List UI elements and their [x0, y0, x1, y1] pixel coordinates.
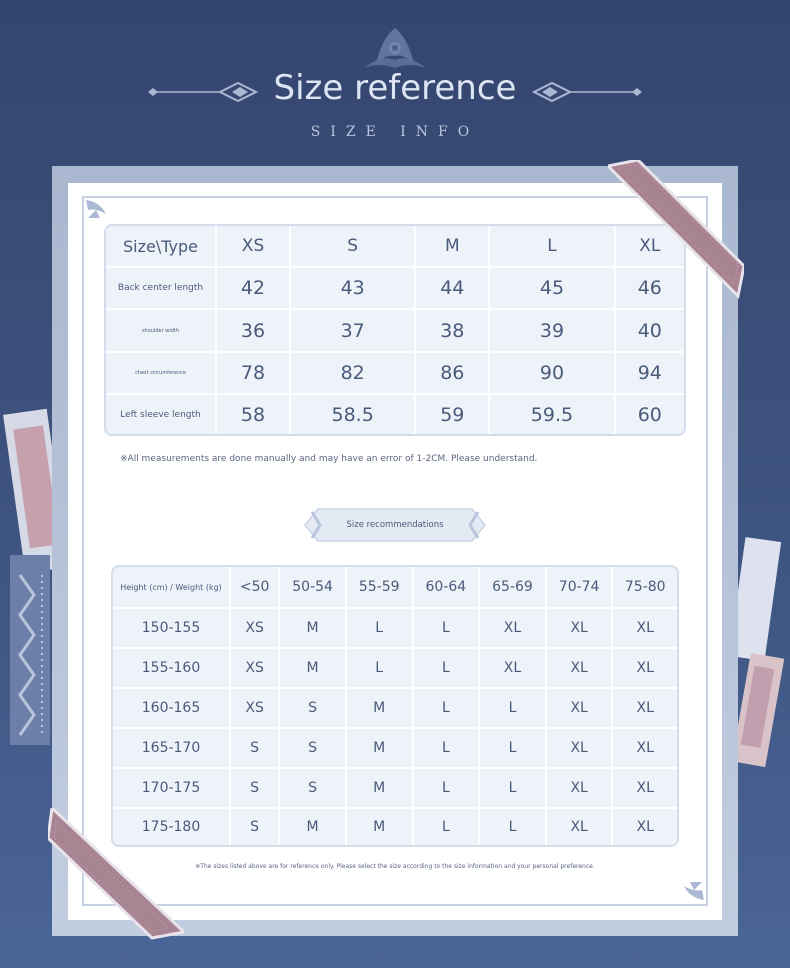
table-cell: XL: [613, 729, 677, 769]
height-label: 155-160: [113, 649, 231, 689]
table-cell: XL: [480, 649, 547, 689]
table-cell: 37: [291, 310, 416, 352]
table-cell: 45: [490, 268, 615, 310]
table-row: [113, 689, 677, 729]
row-label: chest circumference: [106, 353, 217, 395]
table-cell: L: [414, 729, 481, 769]
size-header-xs: XS: [217, 226, 291, 268]
table-cell: XL: [547, 609, 614, 649]
table-cell: 86: [416, 353, 490, 395]
weight-header: <50: [231, 567, 280, 609]
table-row: [113, 809, 677, 845]
weight-header: 65-69: [480, 567, 547, 609]
table-row: [106, 310, 684, 352]
table-cell: M: [280, 809, 347, 845]
table-cell: 43: [291, 268, 416, 310]
table-cell: L: [414, 809, 481, 845]
table-cell: XL: [547, 769, 614, 809]
weight-header: 70-74: [547, 567, 614, 609]
size-header-m: M: [416, 226, 490, 268]
table-cell: XS: [231, 609, 280, 649]
ribbon-decoration: [48, 808, 184, 940]
table-cell: XL: [613, 769, 677, 809]
size-table-header-row: [106, 226, 684, 268]
size-header-xl: XL: [616, 226, 684, 268]
table-cell: XL: [613, 689, 677, 729]
size-header-l: L: [490, 226, 615, 268]
table-cell: 60: [637, 403, 662, 426]
table-cell: M: [347, 769, 414, 809]
table-cell: XL: [613, 609, 677, 649]
table-cell: S: [231, 769, 280, 809]
row-label: Left sleeve length: [106, 395, 217, 434]
table-cell: S: [280, 729, 347, 769]
page-subtitle: SIZE INFO: [310, 124, 480, 140]
recommend-header-row: [113, 567, 677, 609]
table-cell: XL: [547, 729, 614, 769]
size-table: [104, 224, 686, 436]
table-cell: M: [347, 729, 414, 769]
recommend-banner: Size recommendations: [346, 520, 444, 530]
measurement-note: ※All measurements are done manually and may have an error of 1-2CM. Please understand.: [120, 454, 538, 464]
table-cell: 44: [416, 268, 490, 310]
table-cell: M: [280, 649, 347, 689]
table-cell: XS: [231, 689, 280, 729]
table-cell: L: [480, 729, 547, 769]
row-label: Back center length: [106, 268, 217, 310]
row-label: shoulder width: [106, 310, 217, 352]
height-label: 150-155: [113, 609, 231, 649]
table-row: [113, 729, 677, 769]
table-cell: 59: [416, 395, 490, 434]
table-cell: 90: [490, 353, 615, 395]
table-cell: S: [280, 769, 347, 809]
table-cell: S: [231, 729, 280, 769]
table-cell: S: [231, 809, 280, 845]
table-cell: 40: [616, 310, 684, 352]
size-table-corner-label: Size\Type: [106, 226, 217, 268]
table-cell: M: [347, 689, 414, 729]
stamp-decoration: [735, 535, 790, 775]
ribbon-decoration: [608, 160, 744, 300]
table-cell: XL: [613, 649, 677, 689]
table-cell: 58: [217, 395, 291, 434]
table-row: [113, 649, 677, 689]
table-cell: 36: [217, 310, 291, 352]
size-header-s: S: [291, 226, 416, 268]
page-title: Size reference: [273, 68, 517, 108]
stamp-decoration: [0, 405, 60, 765]
recommend-table: [111, 565, 679, 847]
table-cell: XL: [636, 819, 654, 836]
table-cell: 46: [616, 268, 684, 310]
table-cell: L: [480, 769, 547, 809]
table-cell: XS: [231, 649, 280, 689]
table-cell: XL: [547, 809, 614, 845]
table-row: [106, 268, 684, 310]
table-cell: 39: [490, 310, 615, 352]
height-label: 170-175: [113, 769, 231, 809]
table-cell: 42: [217, 268, 291, 310]
reference-note: ※The sizes listed above are for reference only. Please select the size according to the size information and your personal preference.: [195, 863, 595, 870]
table-cell: 78: [217, 353, 291, 395]
table-cell: L: [480, 809, 547, 845]
table-cell: XL: [547, 649, 614, 689]
table-cell: XL: [480, 609, 547, 649]
table-row: [113, 609, 677, 649]
table-cell: L: [414, 609, 481, 649]
weight-header: 50-54: [280, 567, 347, 609]
table-row: [106, 353, 684, 395]
table-cell: L: [414, 649, 481, 689]
table-cell: M: [347, 809, 414, 845]
table-row: [106, 395, 684, 434]
height-label: 165-170: [113, 729, 231, 769]
height-label: 175-180: [113, 809, 231, 845]
table-cell: 82: [291, 353, 416, 395]
weight-header: 60-64: [414, 567, 481, 609]
table-cell: L: [480, 689, 547, 729]
table-cell: L: [347, 609, 414, 649]
table-cell: 94: [616, 353, 684, 395]
table-cell: L: [414, 769, 481, 809]
table-cell: XL: [547, 689, 614, 729]
emblem-icon: [362, 24, 428, 72]
table-cell: S: [280, 689, 347, 729]
table-row: [113, 769, 677, 809]
table-cell: L: [347, 649, 414, 689]
table-cell: M: [280, 609, 347, 649]
table-cell: 59.5: [490, 395, 615, 434]
corner-ornament-icon: [676, 872, 706, 902]
table-cell: 38: [416, 310, 490, 352]
height-label: 160-165: [113, 689, 231, 729]
weight-header: 55-59: [347, 567, 414, 609]
weight-header: 75-80: [613, 567, 677, 609]
recommend-corner-label: Height (cm) / Weight (kg): [113, 567, 231, 609]
table-cell: 58.5: [291, 395, 416, 434]
table-cell: L: [414, 689, 481, 729]
